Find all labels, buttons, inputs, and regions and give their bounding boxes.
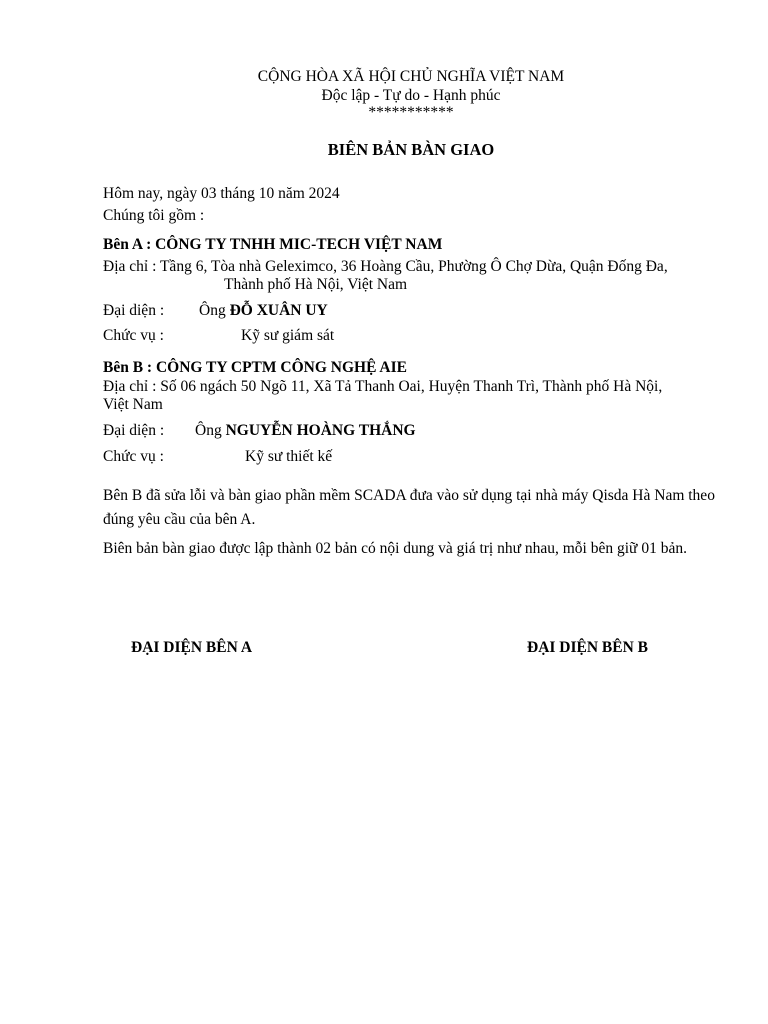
party-a-rep-prefix: Ông [199,302,226,319]
party-b-rep [195,422,416,440]
party-a-rep-label: Đại diện : [103,302,165,319]
document-title: BIÊN BẢN BÀN GIAO [327,140,495,159]
party-b-position-label: Chức vụ : [103,448,164,465]
national-title: CỘNG HÒA XÃ HỘI CHỦ NGHĨA VIỆT NAM [257,68,565,85]
party-a-address-cont: Thành phố Hà Nội, Việt Nam [224,276,408,293]
signature-party-a: ĐẠI DIỆN BÊN A [131,639,253,656]
date-line: Hôm nay, ngày 03 tháng 10 năm 2024 [103,185,340,202]
party-b-position-value: Kỹ sư thiết kế [245,448,333,465]
party-a-rep [199,302,328,320]
party-a-position-value: Kỹ sư giám sát [241,327,335,344]
party-b-address: Địa chỉ : Số 06 ngách 50 Ngõ 11, Xã Tả Thanh Oai, Huyện Thanh Trì, Thành phố Hà Nội, [103,378,663,395]
party-a-position-label: Chức vụ : [103,327,164,344]
party-b-rep-prefix: Ông [195,422,222,439]
party-a-rep-name: ĐỖ XUÂN UY [229,302,328,319]
party-b-rep-label: Đại diện : [103,422,165,439]
national-motto: Độc lập - Tự do - Hạnh phúc [321,87,501,104]
party-b-rep-name: NGUYỄN HOÀNG THẮNG [225,422,416,439]
party-a-address: Địa chỉ : Tầng 6, Tòa nhà Geleximco, 36 Hoàng Cầu, Phường Ô Chợ Dừa, Quận Đống Đa, [103,258,668,275]
members-line: Chúng tôi gồm : [103,207,205,224]
party-a-heading: Bên A : CÔNG TY TNHH MIC-TECH VIỆT NAM [103,236,443,253]
decorative-stars: *********** [368,104,454,121]
signature-party-b: ĐẠI DIỆN BÊN B [527,639,649,656]
body-paragraph-2: Biên bản bàn giao được lập thành 02 bản có nội dung và giá trị như nhau, mỗi bên giữ 01 bản. [103,540,687,557]
party-b-heading: Bên B : CÔNG TY CPTM CÔNG NGHỆ AIE [103,359,407,376]
body-paragraph-1: Bên B đã sửa lỗi và bàn giao phần mềm SCADA đưa vào sử dụng tại nhà máy Qisda Hà Nam theo đúng yêu cầu của bên A. [103,487,715,528]
party-b-address-cont: Việt Nam [103,396,163,413]
